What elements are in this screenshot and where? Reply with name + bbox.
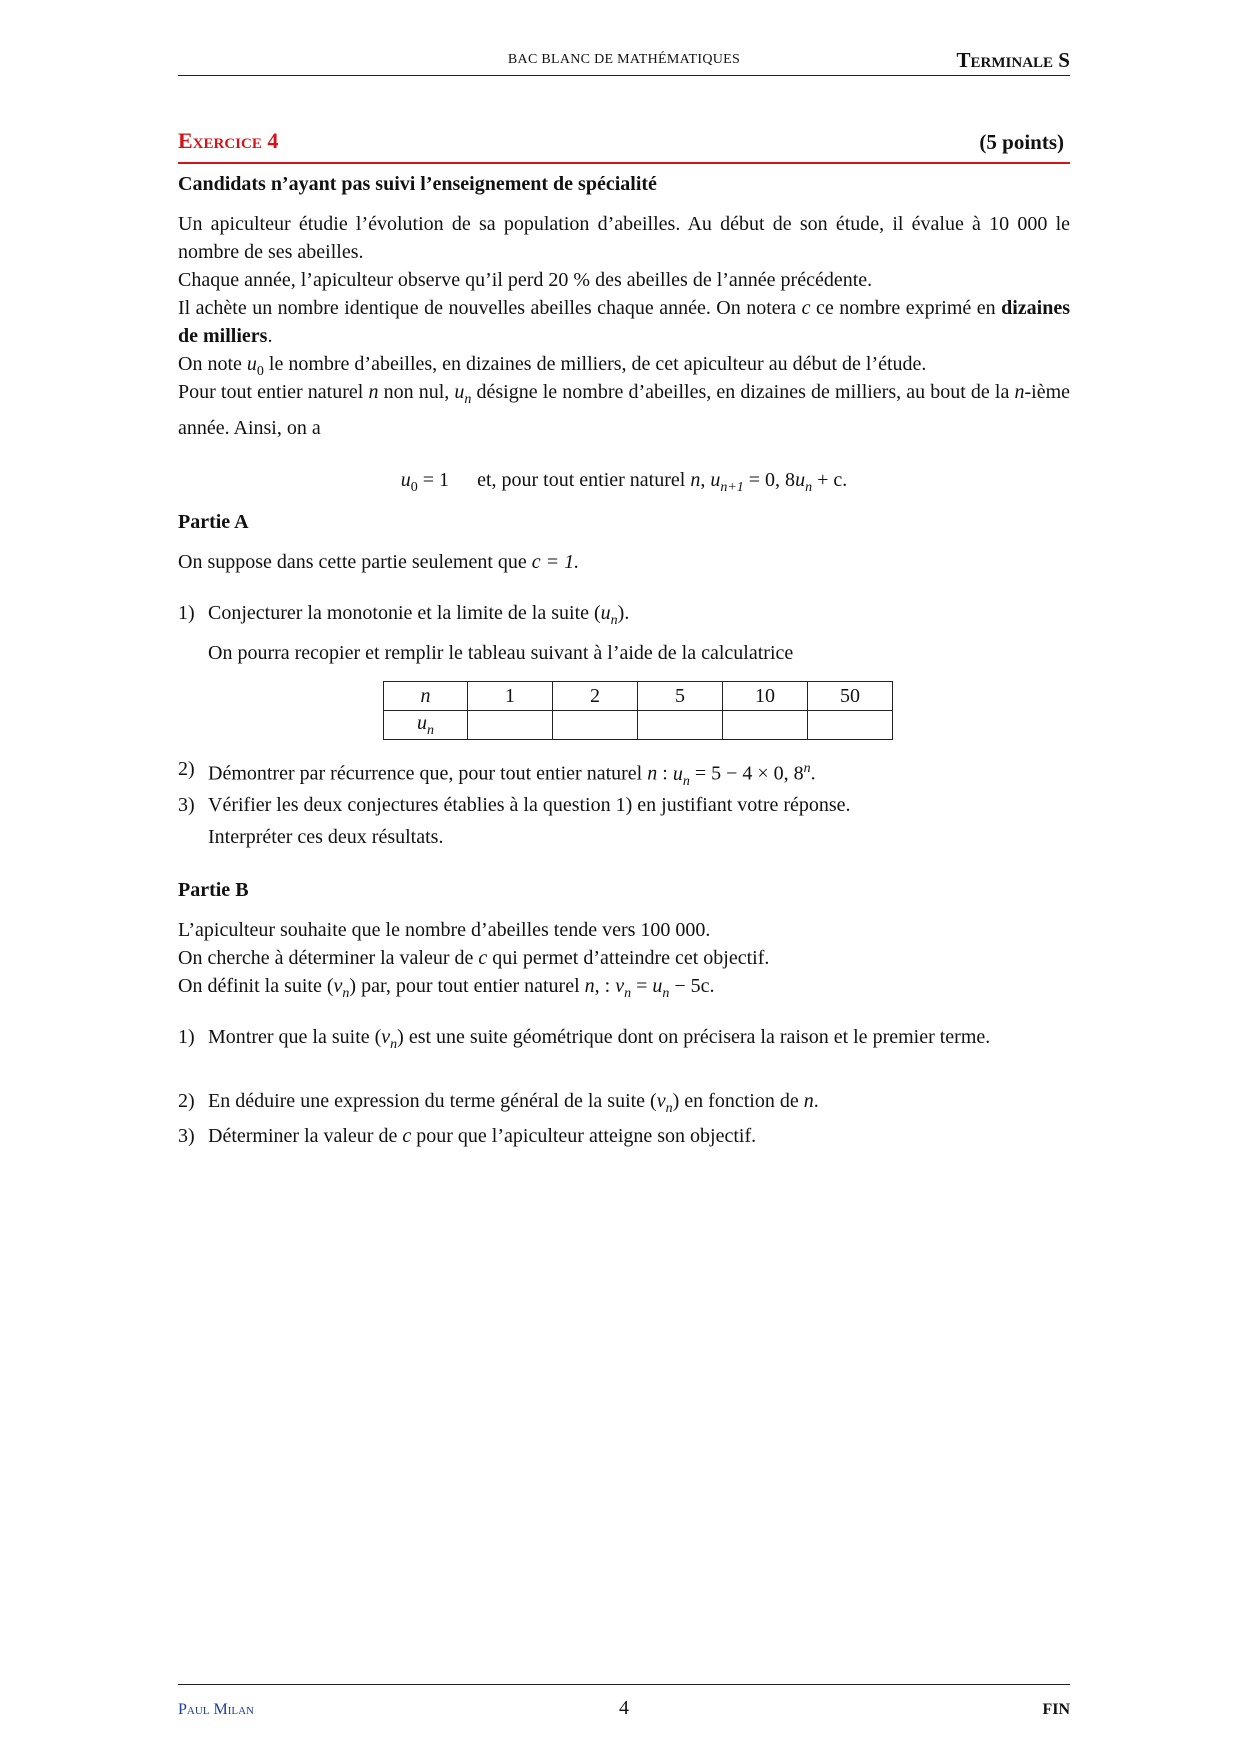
values-table (383, 681, 893, 740)
table-cell: 50 (808, 682, 893, 711)
header-title: BAC BLANC DE MATHÉMATIQUES (507, 52, 741, 67)
part-b-title: Partie B (178, 879, 249, 901)
page-footer (178, 1684, 1070, 1724)
recurrence-equation: $u_0 = 1$ et, pour tout entier naturel n, $u_{n+1} = 0$, $8u_n + c$. (400, 469, 848, 495)
part-a-question-1: 1) Conjecturer la monotonie et la limite de la suite $(u_n)$. On pourra recopier et remplir le tableau suivant à l’aide de la calculatrice (178, 602, 794, 664)
table-cell-empty (723, 711, 808, 740)
footer-end-mark: FIN (1042, 1701, 1070, 1718)
part-b-line-1: L’apiculteur souhaite que le nombre d’abeilles tende vers 100 000. (178, 919, 711, 941)
table-header-n: n (384, 682, 468, 711)
page-header (178, 48, 1070, 76)
part-a-hypothesis: On suppose dans cette partie seulement que c = 1. (178, 551, 580, 573)
part-b-question-1: 1) Montrer que la suite $(v_n)$ est une suite géométrique dont on précisera la raison et le premier terme. (178, 1026, 991, 1052)
part-b-question-3: 3) Déterminer la valeur de c pour que l’apiculteur atteigne son objectif. (178, 1125, 757, 1147)
footer-page-number: 4 (619, 1697, 629, 1719)
part-a-title: Partie A (178, 511, 249, 533)
part-a-question-3: 3) Vérifier les deux conjectures établies à la question 1) en justifiant votre réponse. Interpréter ces deux résultats. (178, 794, 851, 848)
table-cell: 5 (638, 682, 723, 711)
intro-paragraph-4: On note $u_0$ le nombre d’abeilles, en dizaines de milliers, de cet apiculteur au début de l’étude. (178, 353, 927, 379)
table-cell-empty (553, 711, 638, 740)
emphasis-dizaines: dizaines de milliers (178, 297, 1070, 347)
table-cell-empty (468, 711, 553, 740)
exercise-title-bar (178, 128, 1070, 164)
part-a-question-2: 2) Démontrer par récurrence que, pour tout entier naturel n : $u_n = 5 - 4 \times 0$, 8$^n$. (178, 758, 816, 789)
header-class: Terminale S (956, 48, 1070, 72)
exercise-points: (5 points) (979, 130, 1064, 154)
intro-paragraph-5: Pour tout entier naturel n non nul, $u_n$ désigne le nombre d’abeilles, en dizaines de milliers, au bout de la n-ième année. Ainsi, on a (178, 381, 1071, 439)
table-row (384, 711, 893, 740)
intro-paragraph-3: Il achète un nombre identique de nouvelles abeilles chaque année. On notera c ce nombre exprimé en dizaines de milliers. (178, 297, 1070, 347)
part-b-line-3: On définit la suite $(v_n)$ par, pour tout entier naturel n, : $v_n = u_n - 5c$. (178, 975, 715, 1001)
exercise-subtitle: Candidats n’ayant pas suivi l’enseignement de spécialité (178, 173, 657, 195)
table-cell-empty (808, 711, 893, 740)
exercise-label: Exercice 4 (178, 128, 279, 153)
table-cell: 10 (723, 682, 808, 711)
part-b-line-2: On cherche à déterminer la valeur de c qui permet d’atteindre cet objectif. (178, 947, 770, 969)
footer-author: Paul Milan (178, 1701, 255, 1718)
table-row (384, 682, 893, 711)
part-b-question-2: 2) En déduire une expression du terme général de la suite $(v_n)$ en fonction de n. (178, 1090, 819, 1116)
table-cell: 1 (468, 682, 553, 711)
intro-paragraph-2: Chaque année, l’apiculteur observe qu’il perd 20 % des abeilles de l’année précédente. (178, 269, 873, 291)
table-cell-empty (638, 711, 723, 740)
table-header-un: $u_n$ (384, 711, 468, 740)
table-cell: 2 (553, 682, 638, 711)
intro-paragraph-1: Un apiculteur étudie l’évolution de sa population d’abeilles. Au début de son étude, il évalue à 10 000 le nombre de ses abeilles. (178, 213, 1070, 263)
